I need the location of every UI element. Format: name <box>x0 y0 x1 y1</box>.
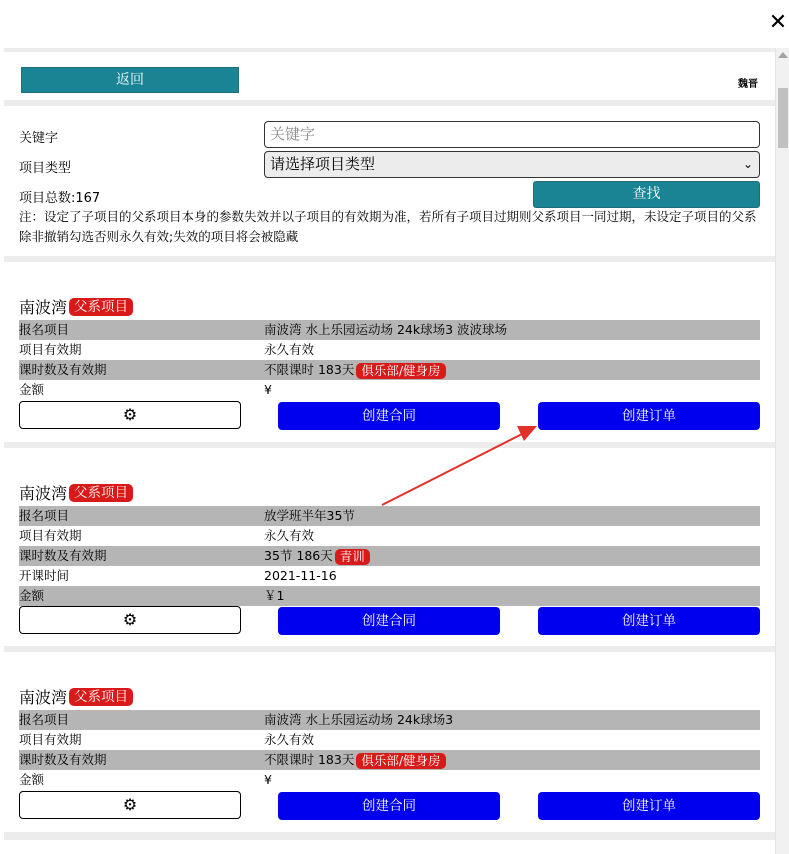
row-key: 金额 <box>19 772 45 787</box>
row-key: 开课时间 <box>19 568 70 583</box>
row-value: 2021-11-16 <box>264 568 337 583</box>
row-value <box>264 360 446 380</box>
total-count: 项目总数:167 <box>19 191 101 206</box>
card-name: 南波湾 <box>19 484 68 503</box>
row-key: 课时数及有效期 <box>19 362 107 377</box>
row-value: 永久有效 <box>264 528 315 543</box>
card-title <box>19 481 133 504</box>
row-enroll-project <box>19 506 760 526</box>
row-key: 金额 <box>19 588 45 603</box>
project-list-viewport <box>4 48 775 854</box>
vertical-scrollbar[interactable] <box>775 48 789 854</box>
keyword-label: 关键字 <box>19 131 59 146</box>
card-title <box>19 295 133 318</box>
project-card <box>4 652 775 832</box>
row-key: 报名项目 <box>19 712 70 727</box>
close-icon[interactable]: ✕ <box>768 10 788 35</box>
row-value: ￥1 <box>264 588 285 603</box>
project-card <box>4 262 775 442</box>
row-lessons <box>19 360 760 380</box>
parent-project-badge: 父系项目 <box>69 688 133 706</box>
row-enroll-project <box>19 320 760 340</box>
search-button[interactable]: 查找 <box>533 181 760 208</box>
chevron-down-icon: ⌄ <box>742 157 753 171</box>
row-value <box>264 750 446 770</box>
gear-icon: ⚙ <box>122 610 138 629</box>
row-lessons <box>19 750 760 770</box>
scroll-up-arrow-icon[interactable] <box>778 52 788 58</box>
card-name: 南波湾 <box>19 688 68 707</box>
next-card-partial <box>4 840 775 854</box>
row-value: 南波湾 水上乐园运动场 24k球场3 波波球场 <box>264 322 508 337</box>
row-value: 放学班半年35节 <box>264 508 355 523</box>
gear-icon: ⚙ <box>122 795 138 814</box>
gear-icon: ⚙ <box>122 405 138 424</box>
filter-panel <box>4 106 775 256</box>
back-button[interactable]: 返回 <box>21 67 239 93</box>
project-type-select[interactable] <box>264 151 760 178</box>
top-right-label: 魏晋 <box>738 79 758 90</box>
row-value <box>264 546 370 566</box>
project-type-label: 项目类型 <box>19 161 72 176</box>
keyword-input[interactable]: 关键字 <box>264 121 760 148</box>
lessons-value: 不限课时 183天 <box>264 362 355 377</box>
project-type-value: 请选择项目类型 <box>270 155 376 173</box>
create-contract-button[interactable]: 创建合同 <box>278 607 500 635</box>
row-value: 南波湾 水上乐园运动场 24k球场3 <box>264 712 454 727</box>
row-key: 课时数及有效期 <box>19 548 107 563</box>
card-title <box>19 685 133 708</box>
category-badge: 俱乐部/健身房 <box>356 753 445 769</box>
create-contract-button[interactable]: 创建合同 <box>278 402 500 430</box>
card-name: 南波湾 <box>19 298 68 317</box>
row-enroll-project <box>19 710 760 730</box>
row-lessons <box>19 546 760 566</box>
row-key: 报名项目 <box>19 508 70 523</box>
category-badge: 俱乐部/健身房 <box>356 363 445 379</box>
row-amount <box>19 380 760 400</box>
top-bar <box>4 52 775 100</box>
row-value: 永久有效 <box>264 342 315 357</box>
row-key: 报名项目 <box>19 322 70 337</box>
row-key: 课时数及有效期 <box>19 752 107 767</box>
category-badge: 青训 <box>335 549 370 565</box>
row-amount <box>19 770 760 790</box>
row-start-date <box>19 566 760 586</box>
row-key: 项目有效期 <box>19 528 82 543</box>
row-amount <box>19 586 760 606</box>
create-order-button[interactable]: 创建订单 <box>538 402 760 430</box>
row-value: ¥ <box>264 382 272 397</box>
row-key: 项目有效期 <box>19 342 82 357</box>
scrollbar-thumb[interactable] <box>778 88 788 148</box>
create-order-button[interactable]: 创建订单 <box>538 607 760 635</box>
create-contract-button[interactable]: 创建合同 <box>278 792 500 820</box>
parent-project-badge: 父系项目 <box>69 298 133 316</box>
row-value: 永久有效 <box>264 732 315 747</box>
row-value: ¥ <box>264 772 272 787</box>
row-key: 项目有效期 <box>19 732 82 747</box>
settings-button[interactable] <box>19 401 241 429</box>
lessons-value: 35节 186天 <box>264 548 333 563</box>
parent-project-badge: 父系项目 <box>69 484 133 502</box>
row-validity <box>19 730 760 750</box>
lessons-value: 不限课时 183天 <box>264 752 355 767</box>
row-key: 金额 <box>19 382 45 397</box>
note-text: 注：设定了子项目的父系项目本身的参数失效并以子项目的有效期为准，若所有子项目过期则父系项目一同过期，未设定子项目的父系除非撤销勾选否则永久有效;失效的项目将会被隐藏 <box>19 209 757 244</box>
settings-button[interactable] <box>19 791 241 819</box>
settings-button[interactable] <box>19 606 241 634</box>
row-validity <box>19 340 760 360</box>
row-validity <box>19 526 760 546</box>
create-order-button[interactable]: 创建订单 <box>538 792 760 820</box>
project-card <box>4 448 775 646</box>
